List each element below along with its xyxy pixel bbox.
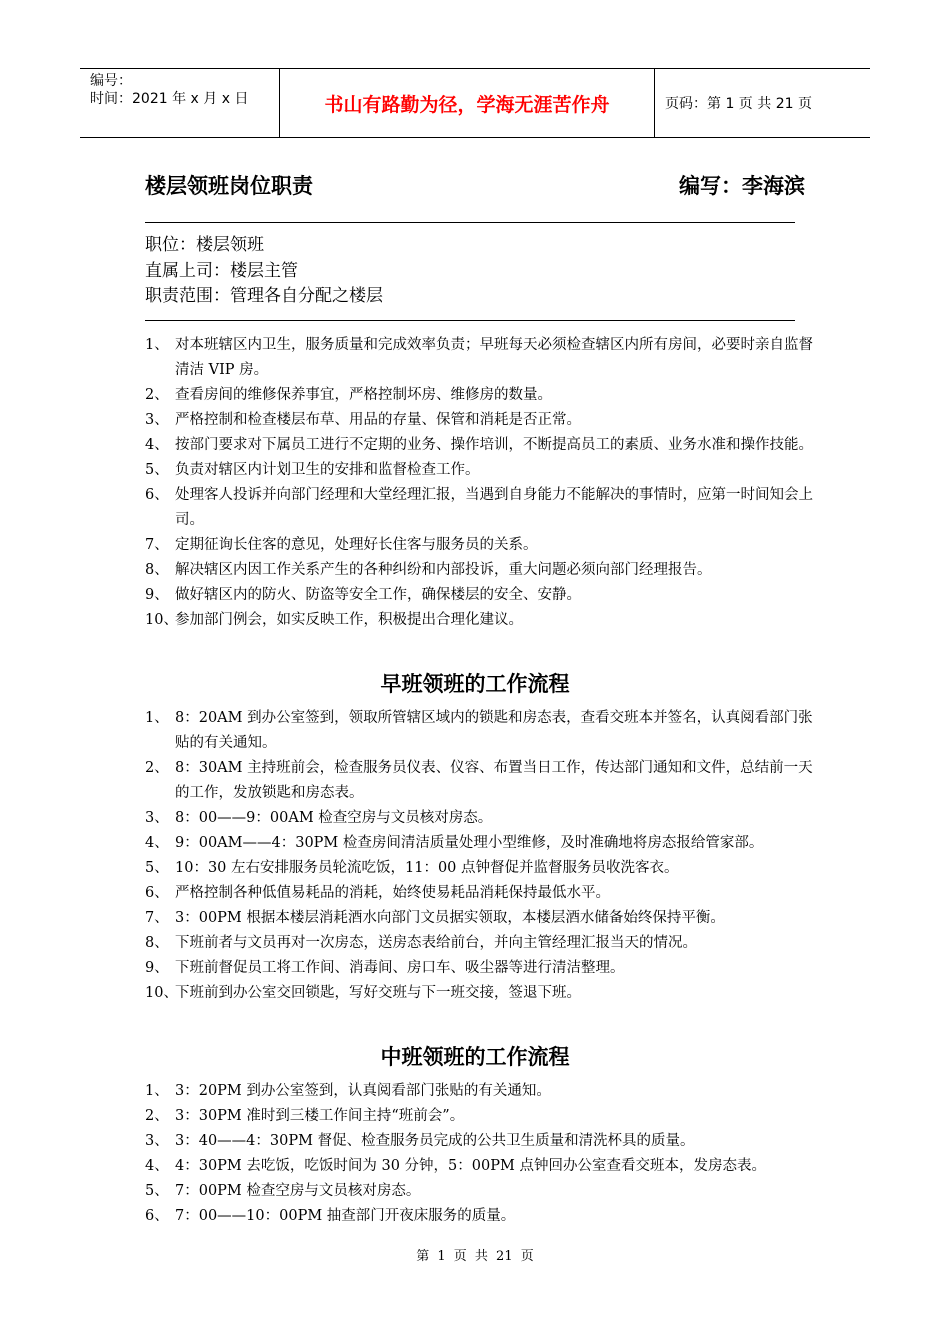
list-item: 2、 8：30AM 主持班前会，检查服务员仪表、仪容、布置当日工作，传达部门通知和文件，总结前一天的工作，发放锁匙和房态表。 — [145, 760, 813, 801]
list-item: 5、 负责对辖区内计划卫生的安排和监督检查工作。 — [145, 462, 480, 478]
middle-section-title: 中班领班的工作流程 — [380, 1044, 570, 1069]
morning-section-title: 早班领班的工作流程 — [380, 671, 570, 696]
list-item: 1、 8：20AM 到办公室签到，领取所管辖区域内的锁匙和房态表，查看交班本并签名，认真阅看部门张贴的有关通知。 — [145, 710, 813, 751]
list-item: 8、 解决辖区内因工作关系产生的各种纠纷和内部投诉，重大问题必须向部门经理报告。 — [145, 562, 712, 578]
list-item: 6、 处理客人投诉并向部门经理和大堂经理汇报，当遇到自身能力不能解决的事情时，应第一时间知会上司。 — [145, 487, 813, 528]
list-item: 3、 8：00——9：00AM 检查空房与文员核对房态。 — [145, 810, 493, 826]
list-item: 5、 7：00PM 检查空房与文员核对房态。 — [145, 1183, 421, 1199]
middle-list — [145, 1079, 820, 1229]
supervisor-line: 直属上司：楼层主管 — [145, 260, 298, 281]
list-item: 3、 严格控制和检查楼层布草、用品的存量、保管和消耗是否正常。 — [145, 412, 581, 428]
list-item: 10、 下班前到办公室交回锁匙，写好交班与下一班交接，签退下班。 — [145, 985, 581, 1001]
list-item: 4、 4：30PM 去吃饭，吃饭时间为 30 分钟，5：00PM 点钟回办公室查看交班本，发房态表。 — [145, 1158, 766, 1174]
list-item: 4、 9：00AM——4：30PM 检查房间清洁质量处理小型维修，及时准确地将房态报给管家部。 — [145, 835, 764, 851]
list-item: 5、 10：30 左右安排服务员轮流吃饭，11：00 点钟督促并监督服务员收洗客衣。 — [145, 860, 679, 876]
header-meta — [80, 69, 280, 137]
header-page-info: 页码：第 1 页 共 21 页 — [665, 96, 812, 112]
list-item: 1、 3：20PM 到办公室签到，认真阅看部门张贴的有关通知。 — [145, 1083, 551, 1099]
document-author: 编写：李海滨 — [679, 173, 805, 198]
list-item: 8、 下班前者与文员再对一次房态，送房态表给前台，并向主管经理汇报当天的情况。 — [145, 935, 697, 951]
list-item: 6、 7：00——10：00PM 抽查部门开夜床服务的质量。 — [145, 1208, 516, 1224]
list-item: 4、 按部门要求对下属员工进行不定期的业务、操作培训，不断提高员工的素质、业务水准和操作技能。 — [145, 437, 813, 453]
number-label: 编号： — [90, 73, 132, 89]
page-footer: 第 1 页 共 21 页 — [416, 1249, 534, 1264]
list-item: 7、 定期征询长住客的意见，处理好长住客与服务员的关系。 — [145, 537, 538, 553]
list-item: 2、 查看房间的维修保养事宜，严格控制坏房、维修房的数量。 — [145, 387, 552, 403]
duties-list — [145, 333, 820, 633]
list-item: 3、 3：40——4：30PM 督促、检查服务员完成的公共卫生质量和清洗杯具的质量。 — [145, 1133, 695, 1149]
morning-list — [145, 706, 820, 1006]
document-title-row — [145, 170, 805, 202]
list-item: 1、 对本班辖区内卫生，服务质量和完成效率负责；早班每天必须检查辖区内所有房间，必要时亲自监督清洁 VIP 房。 — [145, 337, 813, 378]
time-label: 时间：2021 年 x 月 x 日 — [90, 91, 249, 107]
divider-top — [145, 222, 795, 223]
list-item: 7、 3：00PM 根据本楼层消耗酒水向部门文员据实领取，本楼层酒水储备始终保持平衡。 — [145, 910, 725, 926]
list-item: 2、 3：30PM 准时到三楼工作间主持“班前会”。 — [145, 1108, 465, 1124]
divider-bottom — [145, 320, 795, 321]
page-header — [80, 68, 870, 138]
position-line: 职位：楼层领班 — [145, 235, 264, 255]
scope-line: 职责范围：管理各自分配之楼层 — [145, 286, 383, 306]
list-item: 9、 下班前督促员工将工作间、消毒间、房口车、吸尘器等进行清洁整理。 — [145, 960, 625, 976]
header-motto: 书山有路勤为径，学海无涯苦作舟 — [280, 69, 655, 137]
document-title: 楼层领班岗位职责 — [145, 173, 313, 198]
list-item: 6、 严格控制各种低值易耗品的消耗，始终使易耗品消耗保持最低水平。 — [145, 885, 610, 901]
list-item: 10、 参加部门例会，如实反映工作，积极提出合理化建议。 — [145, 612, 523, 628]
position-info — [145, 233, 383, 310]
list-item: 9、 做好辖区内的防火、防盗等安全工作，确保楼层的安全、安静。 — [145, 587, 581, 603]
